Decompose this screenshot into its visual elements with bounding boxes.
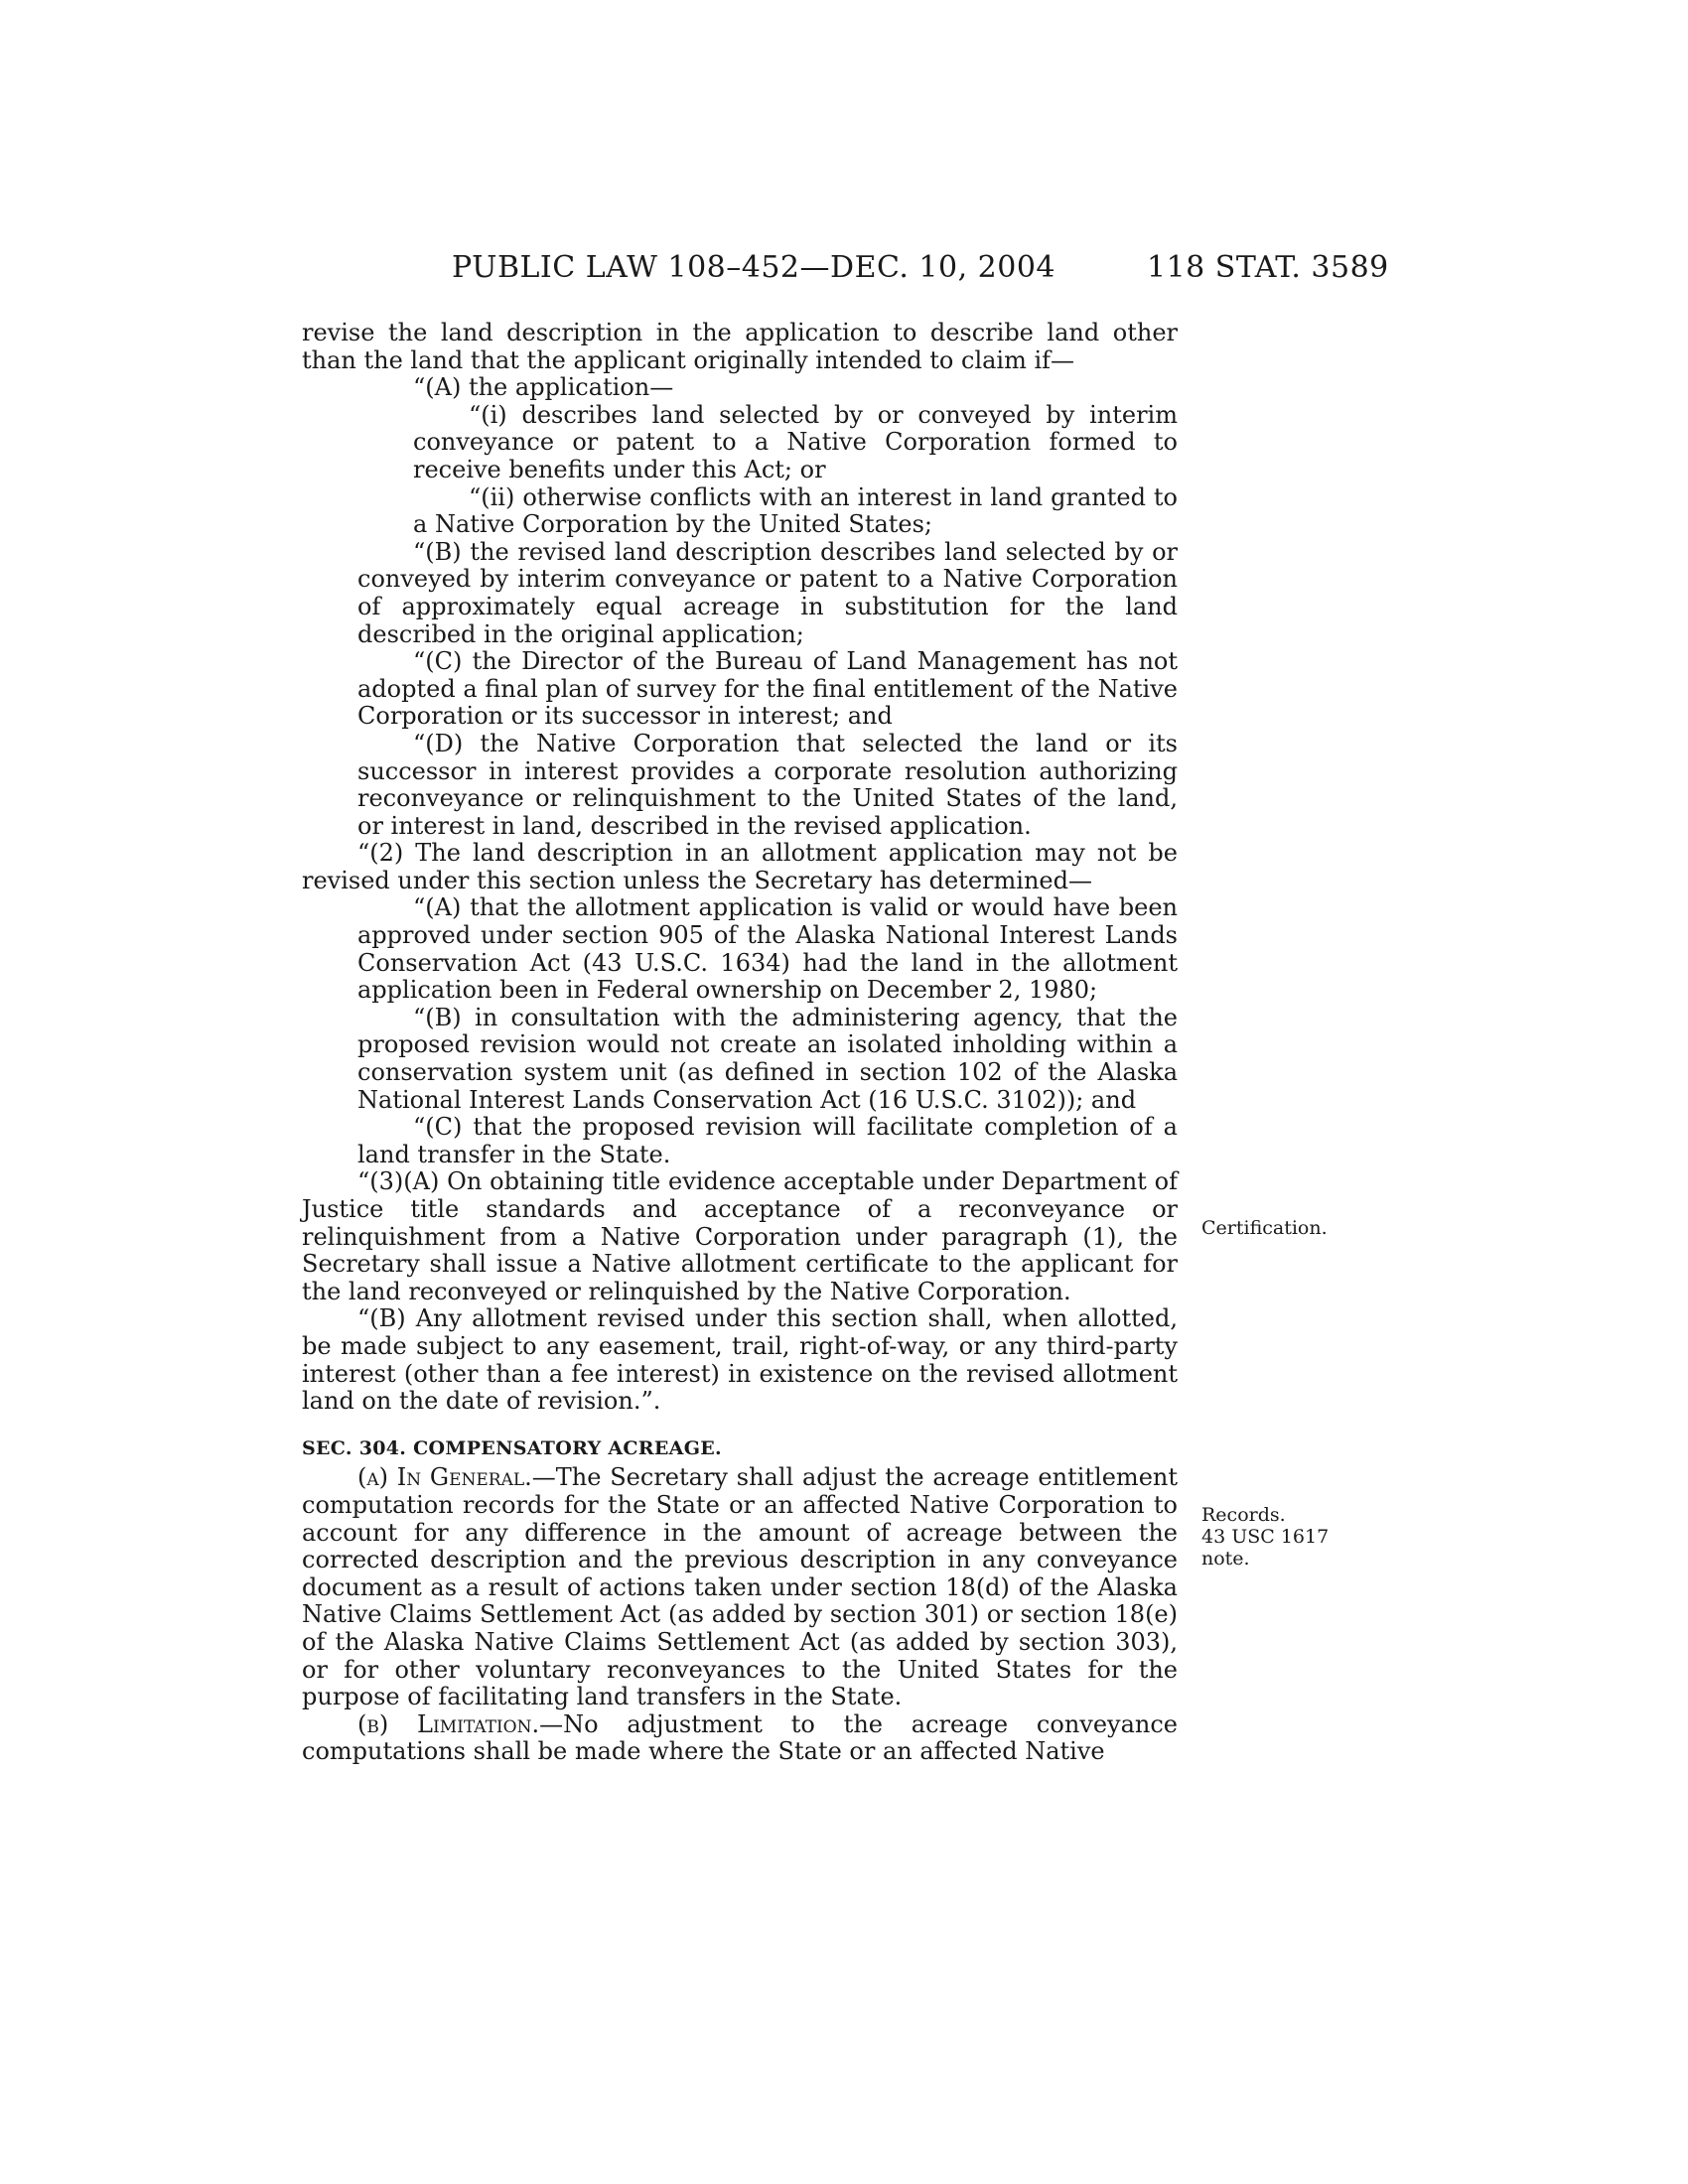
paragraph-2: “(2) The land description in an allotment application may not be revised under this section unless the Secretary has determined— [302, 839, 1178, 894]
paragraph: revise the land description in the application to describe land other than the land that the applicant originally intended to claim if— [302, 319, 1178, 374]
clause-1-B: “(B) the revised land description describes land selected by or conveyed by interim conveyance or patent to a Native Corporation of approximately equal acreage in substitution for the land described in the original application; [357, 537, 1178, 648]
subsection-a-text: —The Secretary shall adjust the acreage entitlement computation records for the State or an affected Native Corporation to account for any difference in the amount of acreage between the corrected description and the previous description in any conveyance document as a result of actions taken under section 18(d) of the Alaska Native Claims Settlement Act (as added by section 301) or section 18(e) of the Alaska Native Claims Settlement Act (as added by section 303), or for other voluntary reconveyances to the United States for the purpose of facilitating land transfers in the State. [302, 1463, 1178, 1711]
subsection-1-items-continued [302, 539, 1178, 841]
clause-2-B: “(B) in consultation with the administering agency, that the proposed revision would not create an isolated inholding within a conservation system unit (as defined in section 102 of the Alaska National Interest Lands Conservation Act (16 U.S.C. 3102)); and [357, 1003, 1178, 1114]
margin-note-certification: Certification. [1201, 1217, 1328, 1239]
subsection-a [302, 1464, 1178, 1710]
running-head-page-number: 118 STAT. 3589 [1147, 250, 1389, 285]
clause-1-D: “(D) the Native Corporation that selected the land or its successor in interest provides a corporate resolution authorizing reconveyance or relinquishment to the United States of the land, or interest in land, described in the revised application. [357, 729, 1178, 840]
subsection-b-label: (b) Limitation. [357, 1709, 540, 1738]
subclause-1-A-ii: “(ii) otherwise conflicts with an interest in land granted to a Native Corporation by the United States; [413, 482, 1178, 539]
margin-note-records: Records. 43 USC 1617 note. [1201, 1504, 1330, 1570]
paragraph-3-A: “(3)(A) On obtaining title evidence acceptable under Department of Justice title standards and acceptance of a reconveyance or relinquishment from a Native Corporation under paragraph (1), the Secretary shall issue a Native allotment certificate to the applicant for the land reconveyed or relinquished by the Native Corporation. [302, 1167, 1178, 1305]
running-head [0, 248, 1688, 288]
body-text [302, 320, 1178, 1766]
subclause-1-A-i: “(i) describes land selected by or conveyed by interim conveyance or patent to a Native Corporation formed to receive benefits under this Act; or [413, 400, 1178, 483]
clause-2-A: “(A) that the allotment application is valid or would have been approved under section 905 of the Alaska National Interest Lands Conservation Act (43 U.S.C. 1634) had the land in the allotment application been in Federal ownership on December 2, 1980; [357, 893, 1178, 1005]
subsection-1-items [302, 374, 1178, 402]
subsection-b-text: —No adjustment to the acreage conveyance computations shall be made where the State or an affected Native [302, 1709, 1179, 1766]
section-heading: SEC. 304. COMPENSATORY ACREAGE. [302, 1436, 722, 1459]
clause-1-C: “(C) the Director of the Bureau of Land Management has not adopted a final plan of survey for the final entitlement of the Native Corporation or its successor in interest; and [357, 647, 1178, 731]
paragraph-2-items [302, 894, 1178, 1168]
subsection-b [302, 1711, 1178, 1766]
subsection-a-label: (a) In General. [357, 1463, 532, 1492]
paragraph-3-B: “(B) Any allotment revised under this section shall, when allotted, be made subject to any easement, trail, right-of-way, or any third-party interest (other than a fee interest) in existence on the revised allotment land on the date of revision.”. [302, 1304, 1178, 1416]
clause-2-C: “(C) that the proposed revision will facilitate completion of a land transfer in the State. [357, 1113, 1178, 1168]
clause-1-A: “(A) the application— [413, 373, 674, 402]
running-head-title: PUBLIC LAW 108–452—DEC. 10, 2004 [452, 250, 1056, 285]
clause-1-A-items [302, 402, 1178, 539]
